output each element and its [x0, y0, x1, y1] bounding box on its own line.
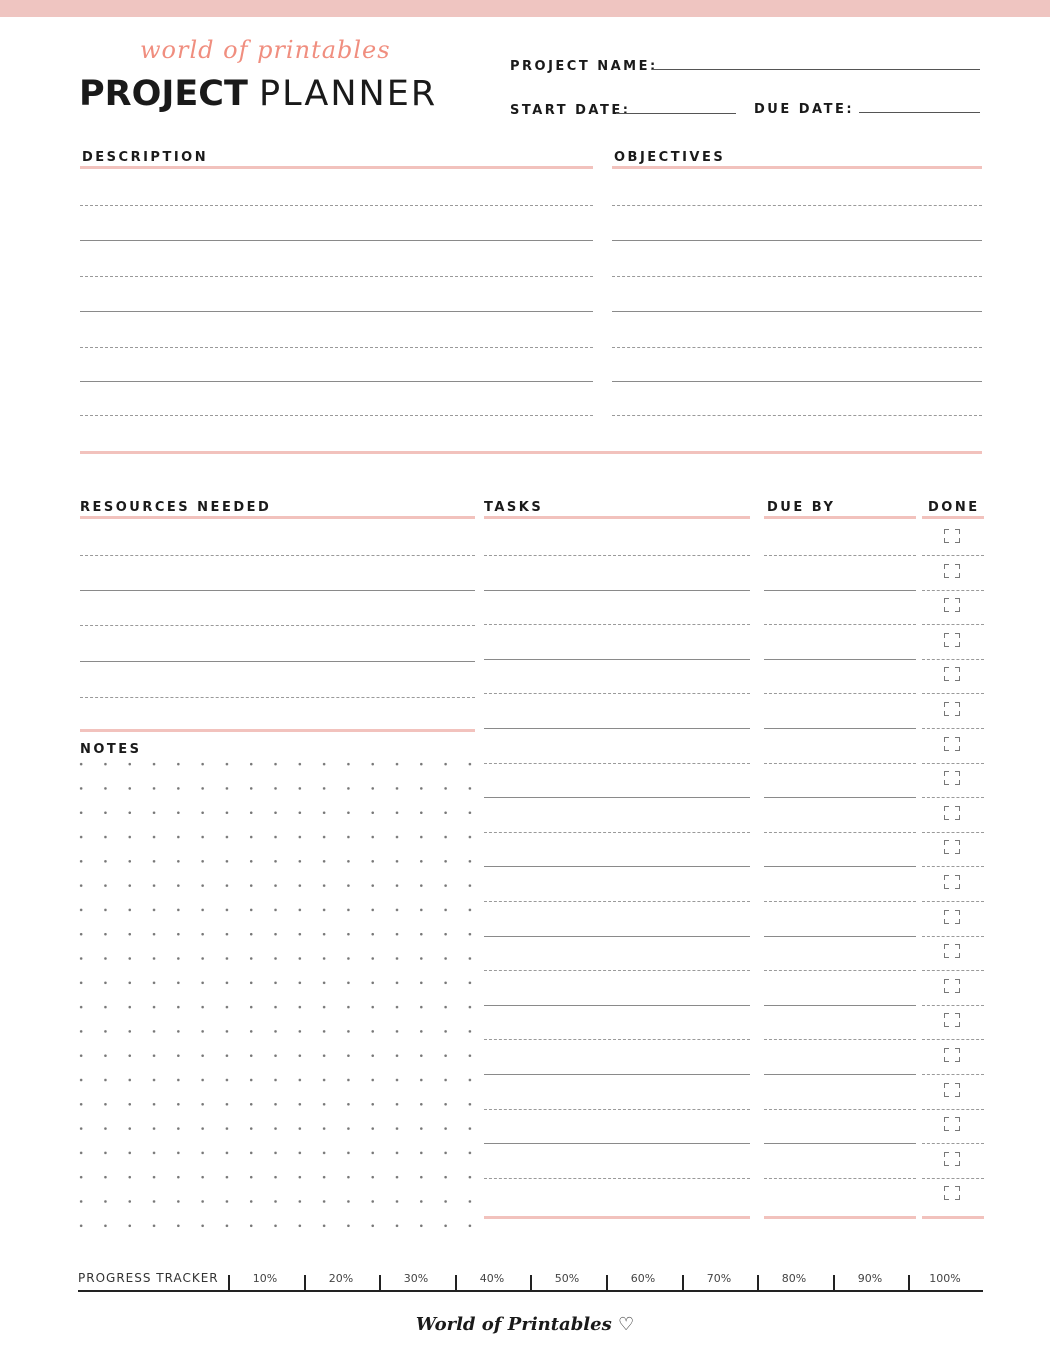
due-date-field[interactable]: [859, 112, 980, 113]
progress-tick: [228, 1275, 230, 1290]
description-rule: [80, 166, 593, 169]
title-bold: PROJECT: [79, 74, 248, 114]
done-end-rule: [922, 1216, 984, 1219]
due-by-line[interactable]: [764, 936, 916, 937]
task-line[interactable]: [484, 693, 750, 694]
notes-heading: NOTES: [80, 742, 142, 757]
progress-tick: [757, 1275, 759, 1290]
done-heading: DONE: [928, 500, 980, 515]
done-line: [922, 901, 984, 902]
task-line[interactable]: [484, 763, 750, 764]
description-line[interactable]: [80, 381, 593, 382]
progress-tick: [455, 1275, 457, 1290]
done-line: [922, 624, 984, 625]
title-light: PLANNER: [259, 74, 438, 114]
resource-line[interactable]: [80, 555, 475, 556]
done-checkbox[interactable]: [944, 806, 960, 820]
task-line[interactable]: [484, 832, 750, 833]
progress-step-label[interactable]: 60%: [630, 1272, 656, 1285]
due-by-line[interactable]: [764, 555, 916, 556]
resource-line[interactable]: [80, 625, 475, 626]
start-date-field[interactable]: [616, 113, 736, 114]
progress-tick: [304, 1275, 306, 1290]
done-rule: [922, 516, 984, 519]
done-line: [922, 693, 984, 694]
progress-step-label[interactable]: 70%: [706, 1272, 732, 1285]
done-line: [922, 936, 984, 937]
done-checkbox[interactable]: [944, 1013, 960, 1027]
top-color-band: [0, 0, 1050, 17]
done-checkbox[interactable]: [944, 667, 960, 681]
progress-tick: [379, 1275, 381, 1290]
done-checkbox[interactable]: [944, 702, 960, 716]
progress-tick: [833, 1275, 835, 1290]
progress-step-label[interactable]: 40%: [479, 1272, 505, 1285]
objectives-line[interactable]: [612, 311, 982, 312]
due-by-line[interactable]: [764, 728, 916, 729]
objectives-heading: OBJECTIVES: [614, 150, 726, 165]
done-line: [922, 1178, 984, 1179]
due-by-heading: DUE BY: [767, 500, 836, 515]
due-by-line[interactable]: [764, 901, 916, 902]
due-by-line[interactable]: [764, 1039, 916, 1040]
progress-tick: [530, 1275, 532, 1290]
done-checkbox[interactable]: [944, 598, 960, 612]
due-by-rule: [764, 516, 916, 519]
done-checkbox[interactable]: [944, 840, 960, 854]
objectives-rule: [612, 166, 982, 169]
progress-tracker-baseline: [78, 1290, 983, 1292]
task-line[interactable]: [484, 866, 750, 867]
done-line: [922, 728, 984, 729]
task-line[interactable]: [484, 1109, 750, 1110]
done-line: [922, 659, 984, 660]
done-line: [922, 1109, 984, 1110]
task-line[interactable]: [484, 659, 750, 660]
done-checkbox[interactable]: [944, 564, 960, 578]
resources-rule: [80, 516, 475, 519]
due-by-line[interactable]: [764, 1074, 916, 1075]
description-line[interactable]: [80, 205, 593, 206]
due-by-line[interactable]: [764, 832, 916, 833]
task-line[interactable]: [484, 1178, 750, 1179]
done-line: [922, 866, 984, 867]
objectives-line[interactable]: [612, 276, 982, 277]
task-line[interactable]: [484, 590, 750, 591]
due-by-line[interactable]: [764, 1143, 916, 1144]
due-by-line[interactable]: [764, 624, 916, 625]
task-line[interactable]: [484, 1005, 750, 1006]
done-line: [922, 555, 984, 556]
task-line[interactable]: [484, 1143, 750, 1144]
progress-step-label[interactable]: 30%: [403, 1272, 429, 1285]
tasks-heading: TASKS: [484, 500, 544, 515]
done-line: [922, 797, 984, 798]
due-by-line[interactable]: [764, 970, 916, 971]
due-by-line[interactable]: [764, 659, 916, 660]
done-checkbox[interactable]: [944, 771, 960, 785]
objectives-line[interactable]: [612, 415, 982, 416]
done-line: [922, 832, 984, 833]
done-line: [922, 590, 984, 591]
objectives-line[interactable]: [612, 347, 982, 348]
progress-step-label[interactable]: 20%: [328, 1272, 354, 1285]
resource-line[interactable]: [80, 697, 475, 698]
task-line[interactable]: [484, 936, 750, 937]
done-checkbox[interactable]: [944, 1117, 960, 1131]
objectives-line[interactable]: [612, 240, 982, 241]
due-date-label: DUE DATE:: [754, 102, 855, 117]
progress-step-label[interactable]: 100%: [929, 1272, 961, 1285]
done-line: [922, 1005, 984, 1006]
due-by-line[interactable]: [764, 866, 916, 867]
done-checkbox[interactable]: [944, 737, 960, 751]
tasks-end-rule: [484, 1216, 750, 1219]
done-checkbox[interactable]: [944, 1186, 960, 1200]
progress-tick: [908, 1275, 910, 1290]
done-checkbox[interactable]: [944, 875, 960, 889]
done-checkbox[interactable]: [944, 944, 960, 958]
due-by-line[interactable]: [764, 590, 916, 591]
task-line[interactable]: [484, 970, 750, 971]
due-by-line[interactable]: [764, 797, 916, 798]
progress-step-label[interactable]: 80%: [781, 1272, 807, 1285]
description-line[interactable]: [80, 240, 593, 241]
objectives-line[interactable]: [612, 381, 982, 382]
description-line[interactable]: [80, 347, 593, 348]
progress-tracker-label: PROGRESS TRACKER: [78, 1271, 219, 1285]
description-line[interactable]: [80, 276, 593, 277]
done-line: [922, 1039, 984, 1040]
task-line[interactable]: [484, 1039, 750, 1040]
progress-step-label[interactable]: 10%: [252, 1272, 278, 1285]
done-checkbox[interactable]: [944, 633, 960, 647]
done-line: [922, 1074, 984, 1075]
due-by-line[interactable]: [764, 1109, 916, 1110]
done-checkbox[interactable]: [944, 979, 960, 993]
due-by-line[interactable]: [764, 1005, 916, 1006]
resource-line[interactable]: [80, 590, 475, 591]
done-line: [922, 970, 984, 971]
progress-step-label[interactable]: 50%: [554, 1272, 580, 1285]
progress-tick: [606, 1275, 608, 1290]
resource-line[interactable]: [80, 661, 475, 662]
done-line: [922, 1143, 984, 1144]
done-line: [922, 763, 984, 764]
done-checkbox[interactable]: [944, 1083, 960, 1097]
task-line[interactable]: [484, 797, 750, 798]
done-checkbox[interactable]: [944, 910, 960, 924]
due-by-line[interactable]: [764, 693, 916, 694]
resources-end-rule: [80, 729, 475, 732]
task-line[interactable]: [484, 624, 750, 625]
task-line[interactable]: [484, 1074, 750, 1075]
objectives-line[interactable]: [612, 205, 982, 206]
footer-brand-logo: World of Printables ♡: [415, 1314, 635, 1335]
progress-step-label[interactable]: 90%: [857, 1272, 883, 1285]
tasks-rule: [484, 516, 750, 519]
project-name-field[interactable]: [652, 69, 980, 70]
description-heading: DESCRIPTION: [82, 150, 209, 165]
description-line[interactable]: [80, 311, 593, 312]
progress-tick: [682, 1275, 684, 1290]
section-divider: [80, 451, 982, 454]
due-by-line[interactable]: [764, 763, 916, 764]
due-by-line[interactable]: [764, 1178, 916, 1179]
page-title: [79, 72, 437, 116]
resources-heading: RESOURCES NEEDED: [80, 500, 272, 515]
done-checkbox[interactable]: [944, 529, 960, 543]
done-checkbox[interactable]: [944, 1152, 960, 1166]
task-line[interactable]: [484, 555, 750, 556]
due-by-end-rule: [764, 1216, 916, 1219]
start-date-label: START DATE:: [510, 103, 631, 118]
brand-script-logo: world of printables: [140, 36, 391, 64]
project-name-label: PROJECT NAME:: [510, 59, 658, 74]
notes-dot-grid[interactable]: [79, 762, 479, 1232]
description-line[interactable]: [80, 415, 593, 416]
done-checkbox[interactable]: [944, 1048, 960, 1062]
task-line[interactable]: [484, 901, 750, 902]
task-line[interactable]: [484, 728, 750, 729]
